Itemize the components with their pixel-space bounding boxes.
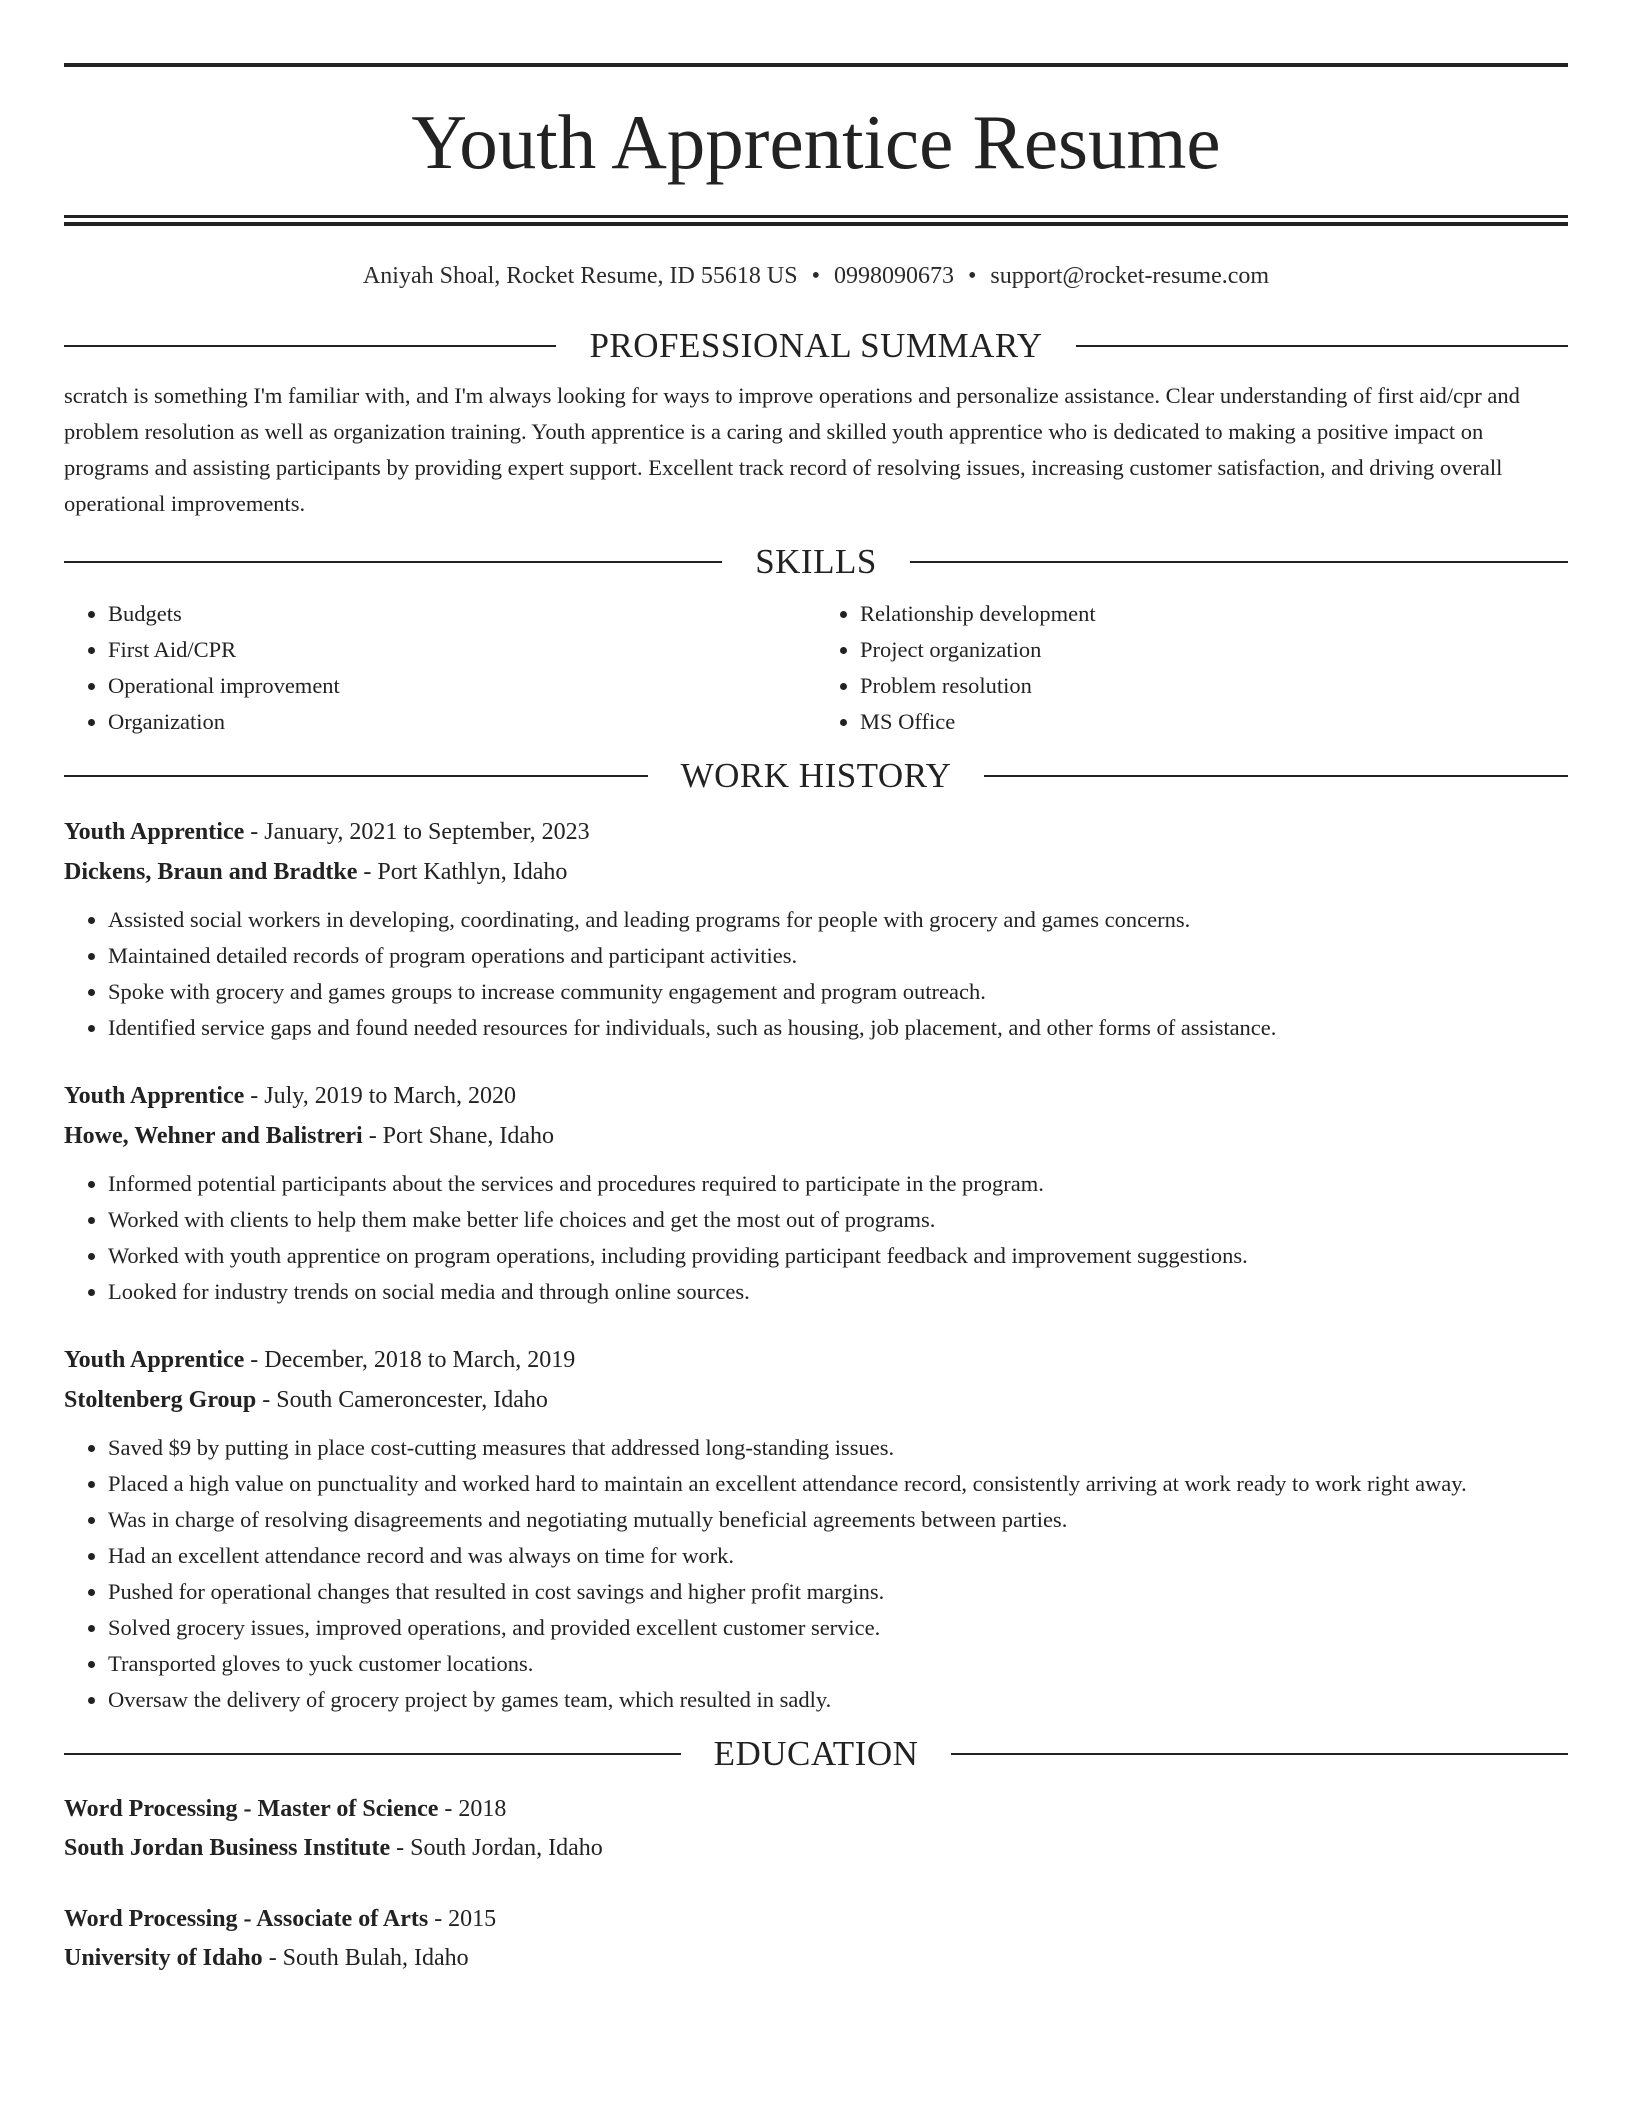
section-rule (1076, 345, 1568, 347)
skill-item: • Budgets (108, 596, 816, 632)
resume-page (64, 0, 1568, 1978)
job-title-line (64, 1076, 1568, 1116)
job-title: Youth Apprentice (64, 1347, 245, 1373)
contact-separator: • (811, 263, 820, 289)
job-company-line (64, 1380, 1568, 1420)
job-entry (64, 1076, 1568, 1310)
job-bullet: • Worked with youth apprentice on program operations, including providing participant feedback and improvement suggestions. (108, 1238, 1568, 1274)
skill-item: • Project organization (860, 632, 1568, 668)
job-bullet: • Saved $9 by putting in place cost-cutting measures that addressed long-standing issues. (108, 1430, 1568, 1466)
education-year: - 2018 (438, 1796, 507, 1822)
job-bullet: • Had an excellent attendance record and was always on time for work. (108, 1538, 1568, 1574)
skill-item: • Relationship development (860, 596, 1568, 632)
job-bullet: • Was in charge of resolving disagreements and negotiating mutually beneficial agreements between parties. (108, 1502, 1568, 1538)
job-bullet: • Transported gloves to yuck customer locations. (108, 1646, 1568, 1682)
education-year: - 2015 (428, 1906, 497, 1932)
section-rule (64, 1753, 681, 1755)
education-school: South Jordan Business Institute (64, 1835, 391, 1861)
education-school: University of Idaho (64, 1945, 263, 1971)
job-bullets (64, 902, 1568, 1046)
skills-section-header (64, 540, 1568, 584)
job-bullet: • Maintained detailed records of program operations and participant activities. (108, 938, 1568, 974)
job-title: Youth Apprentice (64, 819, 245, 845)
work-section-header (64, 754, 1568, 798)
education-section-header (64, 1732, 1568, 1776)
job-bullet: • Assisted social workers in developing, coordinating, and leading programs for people with grocery and games concerns. (108, 902, 1568, 938)
job-dates: - December, 2018 to March, 2019 (244, 1347, 576, 1373)
skills-heading: SKILLS (755, 542, 877, 581)
job-bullet: • Worked with clients to help them make better life choices and get the most out of programs. (108, 1202, 1568, 1238)
section-rule (64, 775, 648, 777)
education-degree-line (64, 1900, 1568, 1939)
job-title: Youth Apprentice (64, 1083, 245, 1109)
job-entry (64, 1340, 1568, 1718)
job-dates: - July, 2019 to March, 2020 (244, 1083, 516, 1109)
job-bullets (64, 1430, 1568, 1718)
section-rule (984, 775, 1568, 777)
skills-column-right (816, 596, 1568, 740)
job-bullets (64, 1166, 1568, 1310)
skills-list (64, 596, 1568, 740)
section-rule (951, 1753, 1568, 1755)
job-company-line (64, 1116, 1568, 1156)
education-school-line (64, 1939, 1568, 1978)
work-heading: WORK HISTORY (680, 756, 952, 795)
contact-email: support@rocket-resume.com (990, 263, 1270, 289)
job-bullet: • Solved grocery issues, improved operations, and provided excellent customer service. (108, 1610, 1568, 1646)
job-title-line (64, 1340, 1568, 1380)
section-rule (64, 345, 556, 347)
contact-address: Aniyah Shoal, Rocket Resume, ID 55618 US (362, 263, 798, 289)
skill-item: • Organization (108, 704, 816, 740)
job-bullet: • Informed potential participants about the services and procedures required to participate in the program. (108, 1166, 1568, 1202)
skill-item: • MS Office (860, 704, 1568, 740)
job-bullet: • Placed a high value on punctuality and worked hard to maintain an excellent attendance record, consistently arriving at work ready to work right away. (108, 1466, 1568, 1502)
contact-separator: • (967, 263, 977, 289)
job-location: - Port Kathlyn, Idaho (357, 859, 568, 885)
summary-section-header (64, 324, 1568, 368)
education-degree: Word Processing - Associate of Arts (64, 1906, 429, 1932)
title-double-rule (64, 215, 1568, 226)
job-title-line (64, 812, 1568, 852)
resume-title: Youth Apprentice Resume (411, 99, 1221, 185)
job-bullet: • Spoke with grocery and games groups to increase community engagement and program outreach. (108, 974, 1568, 1010)
education-location: - South Bulah, Idaho (262, 1945, 469, 1971)
skill-item: • First Aid/CPR (108, 632, 816, 668)
skill-item: • Problem resolution (860, 668, 1568, 704)
education-location: - South Jordan, Idaho (390, 1835, 603, 1861)
summary-text: scratch is something I'm familiar with, and I'm always looking for ways to improve operations and personalize assistance. Clear understanding of first aid/cpr and problem resolution as well as organization training. Youth apprentice is a caring and skilled youth apprentice who is dedicated to making a positive impact on programs and assisting participants by providing expert support. Excellent track record of resolving issues, increasing customer satisfaction, and driving overall operational improvements. (64, 383, 1520, 516)
job-entry (64, 812, 1568, 1046)
job-company-line (64, 852, 1568, 892)
contact-line (64, 259, 1568, 293)
job-bullet: • Identified service gaps and found needed resources for individuals, such as housing, job placement, and other forms of assistance. (108, 1010, 1568, 1046)
job-location: - Port Shane, Idaho (362, 1123, 554, 1149)
education-entry (64, 1790, 1568, 1868)
education-degree: Word Processing - Master of Science (64, 1796, 439, 1822)
skills-column-left (64, 596, 816, 740)
job-bullet: • Looked for industry trends on social media and through online sources. (108, 1274, 1568, 1310)
section-rule (64, 561, 722, 563)
job-company: Stoltenberg Group (64, 1387, 257, 1413)
job-company: Howe, Wehner and Balistreri (64, 1123, 363, 1149)
education-entry (64, 1900, 1568, 1978)
job-dates: - January, 2021 to September, 2023 (244, 819, 590, 845)
section-rule (910, 561, 1568, 563)
job-bullet: • Oversaw the delivery of grocery project by games team, which resulted in sadly. (108, 1682, 1568, 1718)
contact-phone: 0998090673 (833, 263, 954, 289)
education-school-line (64, 1829, 1568, 1868)
summary-heading: PROFESSIONAL SUMMARY (589, 326, 1043, 365)
education-degree-line (64, 1790, 1568, 1829)
job-location: - South Cameroncester, Idaho (256, 1387, 548, 1413)
top-rule (64, 63, 1568, 67)
education-heading: EDUCATION (713, 1734, 919, 1773)
skill-item: • Operational improvement (108, 668, 816, 704)
job-bullet: • Pushed for operational changes that resulted in cost savings and higher profit margins. (108, 1574, 1568, 1610)
job-company: Dickens, Braun and Bradtke (64, 859, 358, 885)
